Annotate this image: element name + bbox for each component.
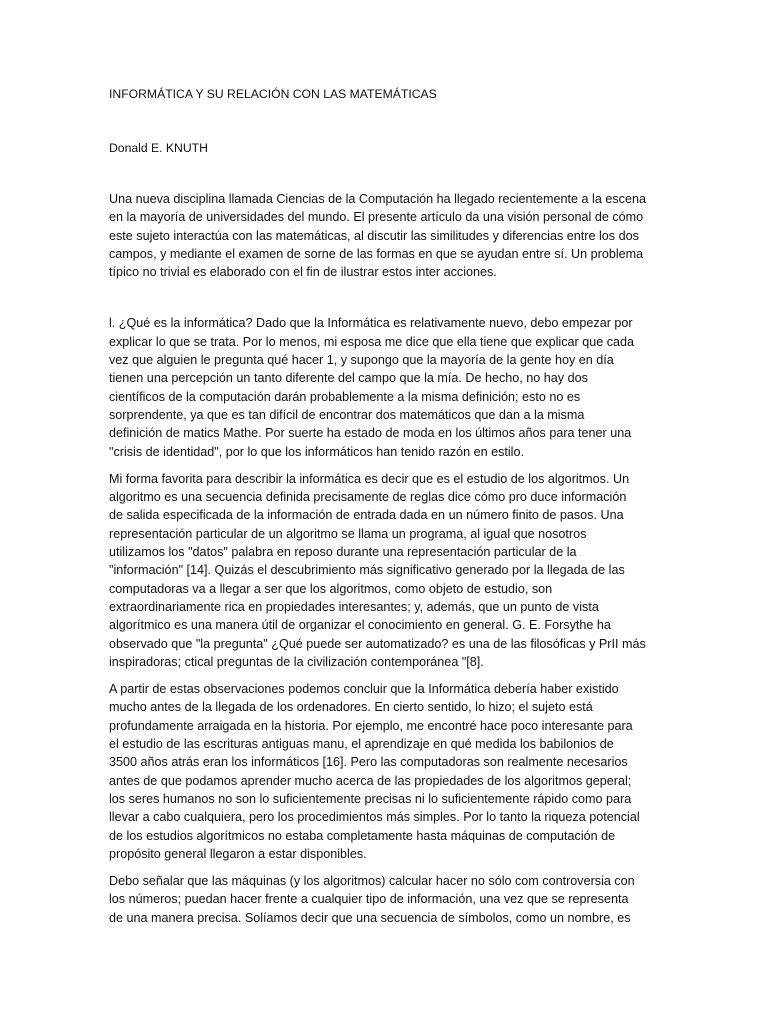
paragraph-abstract <box>109 190 661 281</box>
text-line: típico no trivial es elaborado con el fin de ilustrar estos inter acciones. <box>109 265 497 280</box>
text-line: llevar a cabo cualquiera, pero los procedimientos más simples. Por lo tanto la riqueza potencial <box>109 810 640 825</box>
text-line: definición de matics Mathe. Por suerte ha estado de moda en los últimos años para tener una <box>109 426 632 441</box>
text-line: científicos de la computación darán probablemente a la misma definición; esto no es <box>109 389 581 404</box>
text-line: de salida especificada de la información de entrada dada en un número finito de pasos. Una <box>109 508 624 523</box>
paragraph-what-is-informatics <box>109 314 661 460</box>
text-line: algoritmo es una secuencia definida precisamente de reglas dice cómo pro duce información <box>109 490 627 505</box>
paragraph-algorithms <box>109 470 661 671</box>
text-line: sorprendente, ya que es tan difícil de encontrar dos matemáticos que dan a la misma <box>109 407 585 422</box>
document-page <box>109 85 661 927</box>
text-line: "información" [14]. Quizás el descubrimiento más significativo generado por la llegada de las <box>109 563 625 578</box>
text-line: mucho antes de la llegada de los ordenadores. En cierto sentido, lo hizo; el sujeto está <box>109 700 593 715</box>
text-line: A partir de estas observaciones podemos concluir que la Informática debería haber existido <box>109 682 619 697</box>
text-line: vez que alguien le pregunta qué hacer 1, y supongo que la mayoría de la gente hoy en día <box>109 353 614 368</box>
text-line: propósito general llegaron a estar disponibles. <box>109 846 367 861</box>
text-line: profundamente arraigada en la historia. Por ejemplo, me encontré hace poco interesante para <box>109 718 633 733</box>
text-line: inspiradoras; ctical preguntas de la civilización contemporánea "[8]. <box>109 654 484 669</box>
text-line: observado que "la pregunta" ¿Qué puede ser automatizado? es una de las filosóficas y PrII más <box>109 636 646 651</box>
text-line: extraordinariamente rica en propiedades interesantes; y, además, que un punto de vista <box>109 599 599 614</box>
text-line: utilizamos los "datos" palabra en reposo durante una representación particular de la <box>109 545 577 560</box>
text-line: de una manera precisa. Solíamos decir que una secuencia de símbolos, como un nombre, es <box>109 910 631 925</box>
text-line: el estudio de las escrituras antiguas manu, el aprendizaje en qué medida los babilonios de <box>109 737 614 752</box>
text-line: algorítmico es una manera útil de organizar el conocimiento en general. G. E. Forsythe ha <box>109 618 611 633</box>
text-line: Debo señalar que las máquinas (y los algoritmos) calcular hacer no sólo com controversia con <box>109 874 635 889</box>
text-line: de los estudios algorítmicos no estaba completamente hasta máquinas de computación de <box>109 828 616 843</box>
text-line: computadoras va a llegar a ser que los algoritmos, como objeto de estudio, son <box>109 581 553 596</box>
text-line: Una nueva disciplina llamada Ciencias de la Computación ha llegado recientemente a la escena <box>109 192 646 206</box>
paragraph-history <box>109 680 661 863</box>
text-line: tienen una percepción un tanto diferente del campo que la mía. De hecho, no hay dos <box>109 371 588 386</box>
text-line: explicar lo que se trata. Por lo menos, mi esposa me dice que ella tiene que explicar que cada <box>109 334 635 349</box>
text-line: "crisis de identidad", por lo que los informáticos han tenido razón en estilo. <box>109 444 524 459</box>
text-line: los números; puedan hacer frente a cualquier tipo de información, una vez que se representa <box>109 892 629 907</box>
text-line: los seres humanos no son lo suficientemente precisas ni lo suficientemente rápido como para <box>109 791 632 806</box>
text-line: antes de que podamos aprender mucho acerca de las propiedades de los algoritmos geperal; <box>109 773 632 788</box>
text-line: este sujeto interactúa con las matemáticas, al discutir las similitudes y diferencias entre los dos <box>109 228 639 243</box>
text-line: l. ¿Qué es la informática? Dado que la Informática es relativamente nuevo, debo empezar por <box>109 316 633 331</box>
text-line: Mi forma favorita para describir la informática es decir que es el estudio de los algoritmos. Un <box>109 471 630 486</box>
document-author: Donald E. KNUTH <box>109 141 208 155</box>
text-line: campos, y mediante el examen de sorne de las formas en que se ayudan entre sí. Un problema <box>109 246 644 261</box>
paragraph-machines <box>109 872 661 927</box>
text-line: 3500 años atrás eran los informáticos [16]. Pero las computadoras son realmente necesarios <box>109 755 628 770</box>
text-line: en la mayoría de universidades del mundo. El presente artículo da una visión personal de cómo <box>109 210 644 225</box>
text-line: representación particular de un algoritmo se llama un programa, al igual que nosotros <box>109 526 587 541</box>
document-title: INFORMÁTICA Y SU RELACIÓN CON LAS MATEMÁTICAS <box>109 87 437 101</box>
